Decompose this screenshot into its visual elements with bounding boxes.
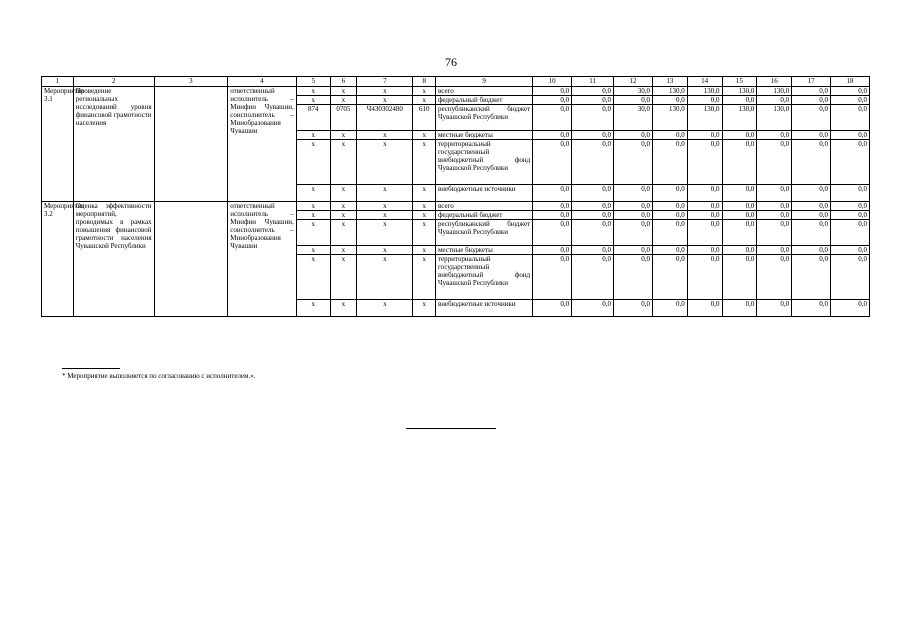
year-value: 0,0 xyxy=(687,211,722,220)
year-value: 0,0 xyxy=(757,96,792,105)
year-value: 0,0 xyxy=(792,211,831,220)
budget-code-c8: x xyxy=(413,300,436,317)
year-value: 0,0 xyxy=(533,300,572,317)
budget-code-c8: x xyxy=(413,246,436,255)
budget-code-c8: x xyxy=(413,211,436,220)
year-value: 0,0 xyxy=(792,185,831,202)
year-value: 0,0 xyxy=(533,211,572,220)
year-value: 0,0 xyxy=(533,140,572,185)
budget-code-c5: x xyxy=(296,87,330,96)
funding-source: всего xyxy=(435,202,532,211)
activity-col3 xyxy=(154,202,228,317)
year-value: 0,0 xyxy=(757,131,792,140)
column-number: 13 xyxy=(652,77,687,87)
year-value: 0,0 xyxy=(572,246,614,255)
year-value: 0,0 xyxy=(533,202,572,211)
budget-code-c8: x xyxy=(413,220,436,246)
year-value: 0,0 xyxy=(687,255,722,300)
table-row xyxy=(42,87,870,96)
column-number: 11 xyxy=(572,77,614,87)
budget-code-c6: x xyxy=(330,87,357,96)
year-value: 0,0 xyxy=(687,220,722,246)
year-value: 0,0 xyxy=(831,131,870,140)
column-number: 7 xyxy=(357,77,413,87)
year-value: 0,0 xyxy=(687,131,722,140)
year-value: 0,0 xyxy=(572,220,614,246)
year-value: 0,0 xyxy=(533,131,572,140)
year-value: 0,0 xyxy=(614,246,653,255)
year-value: 0,0 xyxy=(831,140,870,185)
budget-code-c5: x xyxy=(296,185,330,202)
year-value: 130,0 xyxy=(652,87,687,96)
funding-source: территориальный государственный внебюджетный фонд Чувашской Республики xyxy=(435,140,532,185)
column-number: 10 xyxy=(533,77,572,87)
budget-code-c6: x xyxy=(330,211,357,220)
column-number: 9 xyxy=(435,77,532,87)
column-number: 14 xyxy=(687,77,722,87)
year-value: 0,0 xyxy=(792,87,831,96)
budget-code-c5: x xyxy=(296,96,330,105)
year-value: 0,0 xyxy=(614,300,653,317)
year-value: 0,0 xyxy=(572,105,614,131)
year-value: 0,0 xyxy=(652,211,687,220)
budget-code-c5: x xyxy=(296,246,330,255)
budget-code-c6: x xyxy=(330,246,357,255)
year-value: 0,0 xyxy=(652,220,687,246)
column-number: 2 xyxy=(73,77,154,87)
column-number: 12 xyxy=(614,77,653,87)
budget-code-c8: x xyxy=(413,202,436,211)
header-row xyxy=(42,77,870,87)
column-number: 5 xyxy=(296,77,330,87)
year-value: 0,0 xyxy=(757,211,792,220)
year-value: 0,0 xyxy=(614,131,653,140)
year-value: 0,0 xyxy=(652,96,687,105)
year-value: 0,0 xyxy=(831,246,870,255)
year-value: 0,0 xyxy=(831,96,870,105)
budget-code-c6: x xyxy=(330,185,357,202)
activity-col3 xyxy=(154,87,228,202)
year-value: 0,0 xyxy=(757,300,792,317)
year-value: 0,0 xyxy=(722,96,757,105)
year-value: 0,0 xyxy=(533,105,572,131)
year-value: 0,0 xyxy=(572,202,614,211)
year-value: 0,0 xyxy=(687,96,722,105)
year-value: 0,0 xyxy=(614,211,653,220)
budget-code-c7: x xyxy=(357,87,413,96)
year-value: 30,0 xyxy=(614,105,653,131)
year-value: 0,0 xyxy=(533,255,572,300)
column-number: 8 xyxy=(413,77,436,87)
year-value: 0,0 xyxy=(687,185,722,202)
year-value: 0,0 xyxy=(792,255,831,300)
year-value: 0,0 xyxy=(533,87,572,96)
budget-code-c6: x xyxy=(330,300,357,317)
year-value: 0,0 xyxy=(792,105,831,131)
year-value: 0,0 xyxy=(757,202,792,211)
funding-source: внебюджетные источники xyxy=(435,300,532,317)
budget-code-c6: 0705 xyxy=(330,105,357,131)
budget-code-c5: 874 xyxy=(296,105,330,131)
year-value: 0,0 xyxy=(687,246,722,255)
year-value: 0,0 xyxy=(614,220,653,246)
year-value: 0,0 xyxy=(831,87,870,96)
year-value: 0,0 xyxy=(533,220,572,246)
year-value: 0,0 xyxy=(722,300,757,317)
funding-source: местные бюджеты xyxy=(435,131,532,140)
budget-code-c5: x xyxy=(296,300,330,317)
budget-code-c7: x xyxy=(357,300,413,317)
budget-code-c5: x xyxy=(296,140,330,185)
year-value: 0,0 xyxy=(757,255,792,300)
activity-name: Проведение региональных исследований уровня финансовой грамотности населения xyxy=(73,87,154,202)
year-value: 0,0 xyxy=(831,300,870,317)
budget-code-c6: x xyxy=(330,220,357,246)
funding-source: федеральный бюджет xyxy=(435,211,532,220)
budget-code-c8: x xyxy=(413,255,436,300)
table-row xyxy=(42,202,870,211)
year-value: 0,0 xyxy=(652,131,687,140)
budget-code-c5: x xyxy=(296,255,330,300)
executor: ответственный исполнитель – Минфин Чувашии, соисполнитель – Минобразования Чувашии xyxy=(228,202,297,317)
year-value: 0,0 xyxy=(792,300,831,317)
year-value: 0,0 xyxy=(722,211,757,220)
budget-code-c7: x xyxy=(357,185,413,202)
year-value: 0,0 xyxy=(533,185,572,202)
year-value: 0,0 xyxy=(652,202,687,211)
funding-source: территориальный государственный внебюджетный фонд Чувашской Республики xyxy=(435,255,532,300)
column-number: 17 xyxy=(792,77,831,87)
year-value: 0,0 xyxy=(652,246,687,255)
budget-code-c8: x xyxy=(413,87,436,96)
budget-code-c7: Ч430302480 xyxy=(357,105,413,131)
footnote-separator xyxy=(62,368,120,369)
year-value: 0,0 xyxy=(722,246,757,255)
budget-code-c5: x xyxy=(296,131,330,140)
funding-source: местные бюджеты xyxy=(435,246,532,255)
year-value: 0,0 xyxy=(572,140,614,185)
budget-code-c8: 610 xyxy=(413,105,436,131)
budget-code-c7: x xyxy=(357,131,413,140)
year-value: 0,0 xyxy=(792,96,831,105)
year-value: 130,0 xyxy=(687,87,722,96)
year-value: 0,0 xyxy=(831,202,870,211)
funding-source: внебюджетные источники xyxy=(435,185,532,202)
budget-code-c5: x xyxy=(296,211,330,220)
year-value: 0,0 xyxy=(572,211,614,220)
year-value: 0,0 xyxy=(831,185,870,202)
year-value: 0,0 xyxy=(792,140,831,185)
budget-code-c6: x xyxy=(330,202,357,211)
year-value: 0,0 xyxy=(831,255,870,300)
year-value: 0,0 xyxy=(533,96,572,105)
year-value: 130,0 xyxy=(652,105,687,131)
executor: ответственный исполнитель – Минфин Чувашии, соисполнитель – Минобразования Чувашии xyxy=(228,87,297,202)
budget-code-c7: x xyxy=(357,96,413,105)
year-value: 130,0 xyxy=(722,87,757,96)
year-value: 0,0 xyxy=(652,140,687,185)
year-value: 0,0 xyxy=(572,96,614,105)
budget-code-c7: x xyxy=(357,202,413,211)
year-value: 0,0 xyxy=(652,255,687,300)
year-value: 0,0 xyxy=(614,140,653,185)
year-value: 0,0 xyxy=(614,96,653,105)
column-number: 16 xyxy=(757,77,792,87)
budget-table xyxy=(41,76,870,317)
budget-code-c5: x xyxy=(296,202,330,211)
funding-source: республиканский бюджет Чувашской Республики xyxy=(435,220,532,246)
year-value: 0,0 xyxy=(757,246,792,255)
budget-code-c8: x xyxy=(413,96,436,105)
end-rule xyxy=(406,428,496,429)
year-value: 0,0 xyxy=(722,140,757,185)
year-value: 130,0 xyxy=(757,87,792,96)
year-value: 130,0 xyxy=(757,105,792,131)
year-value: 0,0 xyxy=(533,246,572,255)
year-value: 0,0 xyxy=(572,255,614,300)
budget-code-c8: x xyxy=(413,185,436,202)
year-value: 0,0 xyxy=(614,185,653,202)
budget-code-c7: x xyxy=(357,211,413,220)
year-value: 0,0 xyxy=(572,87,614,96)
column-number: 18 xyxy=(831,77,870,87)
activity-code: Мероприятие 3.2 xyxy=(42,202,74,317)
budget-code-c7: x xyxy=(357,246,413,255)
year-value: 0,0 xyxy=(722,185,757,202)
year-value: 130,0 xyxy=(722,105,757,131)
column-number: 4 xyxy=(228,77,297,87)
year-value: 0,0 xyxy=(757,140,792,185)
footnote: * Мероприятие выполняется по согласованию с исполнителем.». xyxy=(62,372,256,380)
year-value: 0,0 xyxy=(757,220,792,246)
year-value: 30,0 xyxy=(614,87,653,96)
activity-code: Мероприятие 3.1 xyxy=(42,87,74,202)
budget-code-c6: x xyxy=(330,131,357,140)
funding-source: республиканский бюджет Чувашской Республики xyxy=(435,105,532,131)
year-value: 0,0 xyxy=(572,300,614,317)
year-value: 0,0 xyxy=(572,131,614,140)
column-number: 1 xyxy=(42,77,74,87)
year-value: 0,0 xyxy=(831,105,870,131)
year-value: 0,0 xyxy=(652,300,687,317)
year-value: 0,0 xyxy=(831,211,870,220)
column-number: 3 xyxy=(154,77,228,87)
budget-code-c7: x xyxy=(357,140,413,185)
year-value: 0,0 xyxy=(831,220,870,246)
year-value: 130,0 xyxy=(687,105,722,131)
year-value: 0,0 xyxy=(687,202,722,211)
budget-code-c8: x xyxy=(413,131,436,140)
year-value: 0,0 xyxy=(792,131,831,140)
column-number: 6 xyxy=(330,77,357,87)
funding-source: федеральный бюджет xyxy=(435,96,532,105)
budget-code-c6: x xyxy=(330,96,357,105)
year-value: 0,0 xyxy=(722,220,757,246)
year-value: 0,0 xyxy=(614,202,653,211)
budget-code-c7: x xyxy=(357,220,413,246)
year-value: 0,0 xyxy=(687,140,722,185)
budget-code-c5: x xyxy=(296,220,330,246)
year-value: 0,0 xyxy=(792,246,831,255)
year-value: 0,0 xyxy=(614,255,653,300)
year-value: 0,0 xyxy=(722,255,757,300)
year-value: 0,0 xyxy=(792,220,831,246)
budget-code-c6: x xyxy=(330,140,357,185)
budget-code-c6: x xyxy=(330,255,357,300)
activity-name: Оценка эффективности мероприятий, проводимых в рамках повышения финансовой грамотности населения Чувашской Республики xyxy=(73,202,154,317)
funding-source: всего xyxy=(435,87,532,96)
year-value: 0,0 xyxy=(722,131,757,140)
year-value: 0,0 xyxy=(572,185,614,202)
year-value: 0,0 xyxy=(652,185,687,202)
year-value: 0,0 xyxy=(792,202,831,211)
budget-code-c8: x xyxy=(413,140,436,185)
page-number: 76 xyxy=(445,55,457,69)
column-number: 15 xyxy=(722,77,757,87)
year-value: 0,0 xyxy=(757,185,792,202)
year-value: 0,0 xyxy=(722,202,757,211)
year-value: 0,0 xyxy=(687,300,722,317)
budget-code-c7: x xyxy=(357,255,413,300)
